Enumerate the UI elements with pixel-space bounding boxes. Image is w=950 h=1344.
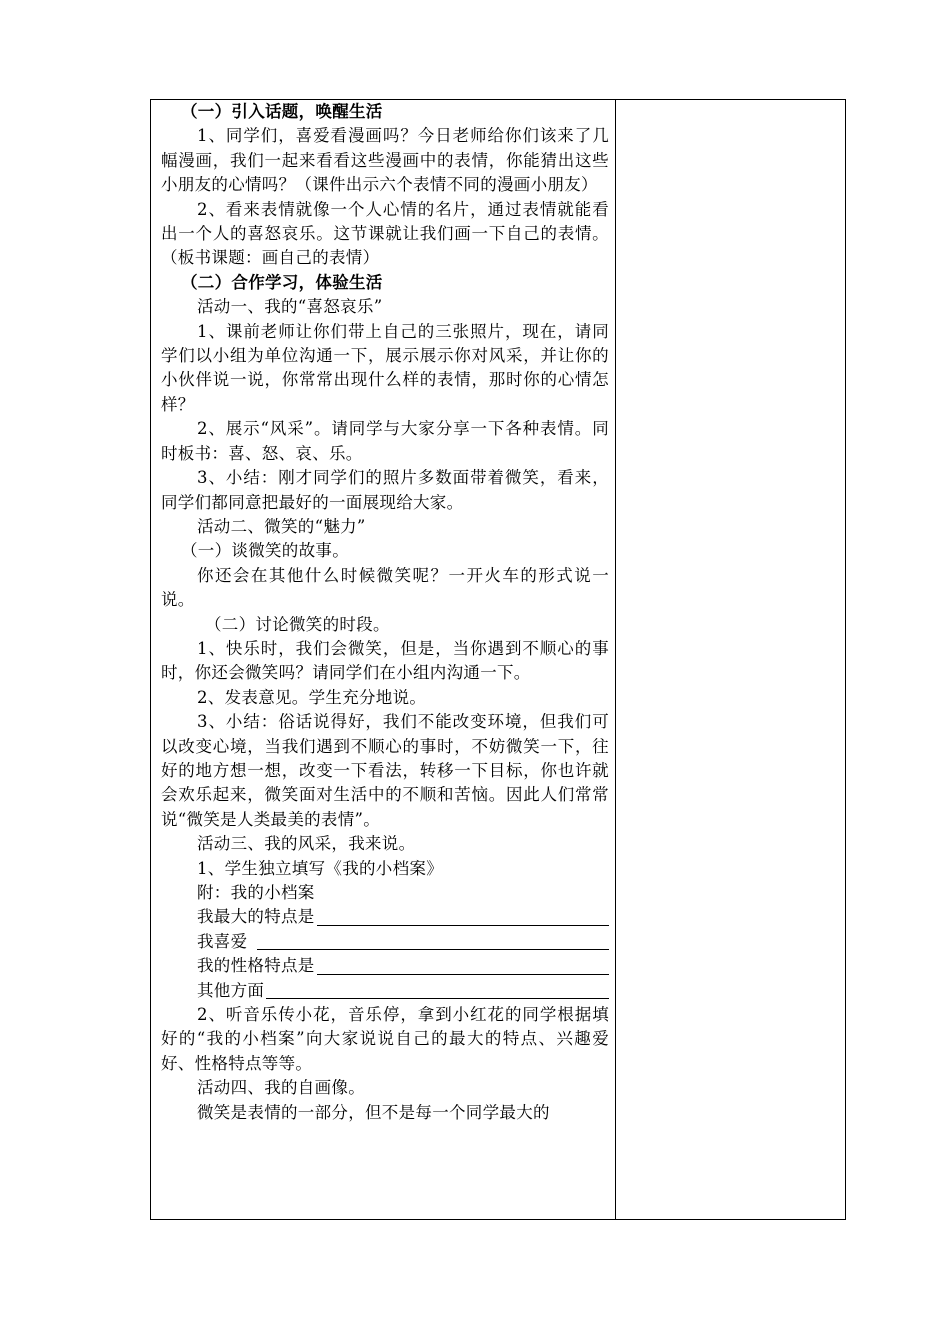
blank-input-line[interactable] — [266, 980, 609, 999]
fill-line-label: 我的性格特点是 — [197, 956, 315, 976]
blank-input-line[interactable] — [317, 907, 609, 926]
fill-line-personality — [161, 954, 609, 978]
paragraph: 2、看来表情就像一个人心情的名片，通过表情就能看出一个人的喜怒哀乐。这节课就让我们画一下自己的表情。（板书课题：画自己的表情） — [161, 199, 609, 268]
section-heading-2: （二）合作学习，体验生活 — [181, 272, 383, 292]
fill-line-label: 我最大的特点是 — [197, 907, 315, 927]
paragraph: 3、小结：俗话说得好，我们不能改变环境，但我们可以改变心境，当我们遇到不顺心的事时，不妨微笑一下，往好的地方想一想，改变一下看法，转移一下目标，你也许就会欢乐起来，微笑面对生活中的不顺和苦恼。因此人们常常说“微笑是人类最美的表情”。 — [161, 712, 609, 829]
paragraph: 微笑是表情的一部分，但不是每一个同学最大的 — [197, 1102, 550, 1122]
paragraph: 1、学生独立填写《我的小档案》 — [197, 858, 443, 878]
section-heading-1: （一）引入话题，唤醒生活 — [181, 102, 383, 121]
fill-line-other — [161, 979, 609, 1003]
blank-input-line[interactable] — [317, 956, 609, 975]
paragraph: 3、小结：刚才同学们的照片多数面带着微笑，看来，同学们都同意把最好的一面展现给大家。 — [161, 468, 609, 512]
paragraph: 2、展示“风采”。请同学与大家分享一下各种表情。同时板书：喜、怒、哀、乐。 — [161, 419, 609, 463]
fill-line-hobby — [161, 930, 609, 954]
lesson-plan-table — [150, 99, 846, 1220]
paragraph: 2、听音乐传小花，音乐停，拿到小红花的同学根据填好的“我的小档案”向大家说说自己的最大的特点、兴趣爱好、性格特点等等。 — [161, 1005, 609, 1073]
blank-input-line[interactable] — [257, 931, 609, 950]
column-divider — [615, 100, 616, 1219]
paragraph: 1、快乐时，我们会微笑，但是，当你遇到不顺心的事时，你还会微笑吗？请同学们在小组内沟通一下。 — [161, 638, 609, 683]
sub-heading: （二）讨论微笑的时段。 — [205, 614, 390, 634]
activity-title: 活动三、我的风采，我来说。 — [197, 834, 416, 854]
fill-line-label: 其他方面 — [197, 980, 265, 1000]
paragraph: 你还会在其他什么时候微笑呢？一开火车的形式说一说。 — [161, 565, 609, 610]
activity-title: 活动二、微笑的“魅力” — [197, 516, 366, 536]
paragraph: 2、发表意见。学生充分地说。 — [197, 687, 427, 707]
paragraph: 1、同学们，喜爱看漫画吗？今日老师给你们该来了几幅漫画，我们一起来看看这些漫画中的表情，你能猜出这些小朋友的心情吗？（课件出示六个表情不同的漫画小朋友） — [161, 126, 609, 195]
paragraph: 附：我的小档案 — [197, 883, 315, 902]
activity-title: 活动一、我的“喜怒哀乐” — [197, 297, 383, 317]
sub-heading: （一）谈微笑的故事。 — [181, 541, 349, 561]
paragraph: 1、课前老师让你们带上自己的三张照片，现在，请同学们以小组为单位沟通一下，展示展示你对风采，并让你的小伙伴说一说，你常常出现什么样的表情，那时你的心情怎样？ — [161, 321, 609, 414]
fill-line-label: 我喜爱 — [197, 931, 248, 951]
activity-title: 活动四、我的自画像。 — [197, 1078, 365, 1098]
fill-line-feature — [161, 905, 609, 929]
lesson-content-cell — [161, 100, 609, 1125]
